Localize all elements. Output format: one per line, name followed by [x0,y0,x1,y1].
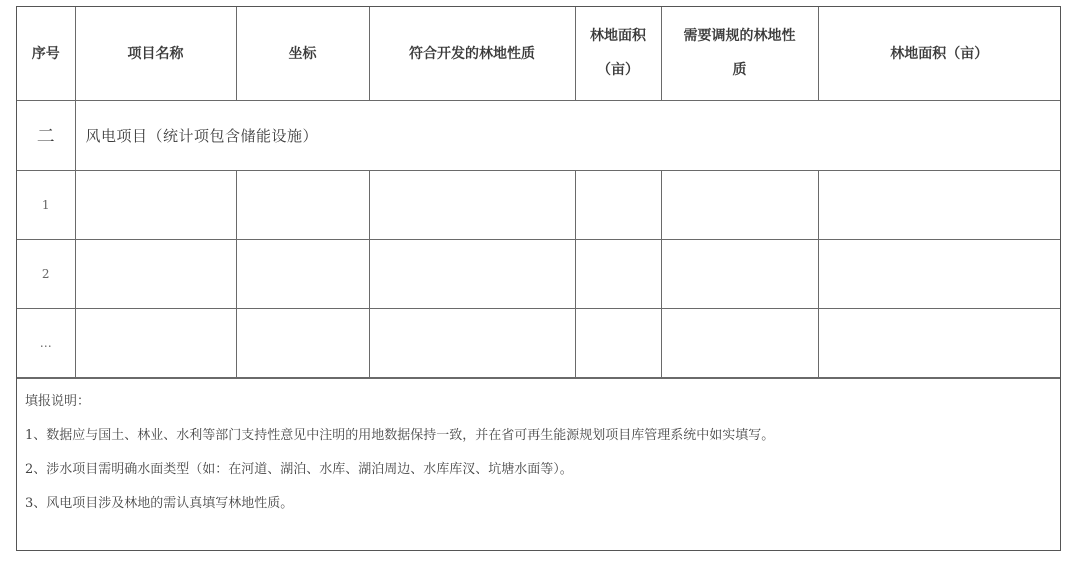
row-number: 1 [17,170,75,239]
cell-project-name[interactable] [75,308,236,377]
filling-instructions [17,378,1060,512]
cell-forest-area[interactable] [575,308,661,377]
note-item-3: 3、风电项目涉及林地的需认真填写林地性质。 [25,495,294,511]
section-number: 二 [17,100,75,170]
table-row [17,170,1060,239]
section-title: 风电项目（统计项包含储能设施） [75,100,1060,170]
cell-project-name[interactable] [75,170,236,239]
cell-eligible-forest-type[interactable] [369,308,575,377]
cell-forest-area[interactable] [575,170,661,239]
header-seq: 序号 [17,7,75,100]
row-number: … [17,308,75,377]
header-eligible-forest-type: 符合开发的林地性质 [369,7,575,100]
header-adjust-forest-type-text: 需要调规的林地性 质 [683,28,796,79]
note-item-1: 1、数据应与国土、林业、水利等部门支持性意见中注明的用地数据保持一致，并在省可再生能源规划项目库管理系统中如实填写。 [25,427,775,443]
header-adjust-forest-type [661,7,818,100]
land-use-table [17,7,1060,378]
cell-eligible-forest-type[interactable] [369,170,575,239]
row-number: 2 [17,239,75,308]
header-project-name: 项目名称 [75,7,236,100]
cell-adjust-forest-type[interactable] [661,170,818,239]
table-row [17,239,1060,308]
header-forest-area-mu: 林地面积（亩） [818,7,1060,100]
cell-adjust-forest-type[interactable] [661,308,818,377]
header-forest-area-text: 林地面积 （亩） [590,28,646,79]
cell-coordinates[interactable] [236,239,369,308]
form-table-frame [16,6,1061,551]
cell-coordinates[interactable] [236,170,369,239]
cell-eligible-forest-type[interactable] [369,239,575,308]
cell-adjust-forest-type[interactable] [661,239,818,308]
table-row [17,308,1060,377]
section-row [17,100,1060,170]
notes-heading: 填报说明： [25,393,91,409]
cell-forest-area-mu[interactable] [818,308,1060,377]
header-row [17,7,1060,100]
note-item-2: 2、涉水项目需明确水面类型（如：在河道、湖泊、水库、湖泊周边、水库库汊、坑塘水面等）。 [25,461,573,477]
cell-project-name[interactable] [75,239,236,308]
header-forest-area [575,7,661,100]
header-coordinates: 坐标 [236,7,369,100]
cell-forest-area-mu[interactable] [818,170,1060,239]
cell-forest-area-mu[interactable] [818,239,1060,308]
cell-forest-area[interactable] [575,239,661,308]
cell-coordinates[interactable] [236,308,369,377]
